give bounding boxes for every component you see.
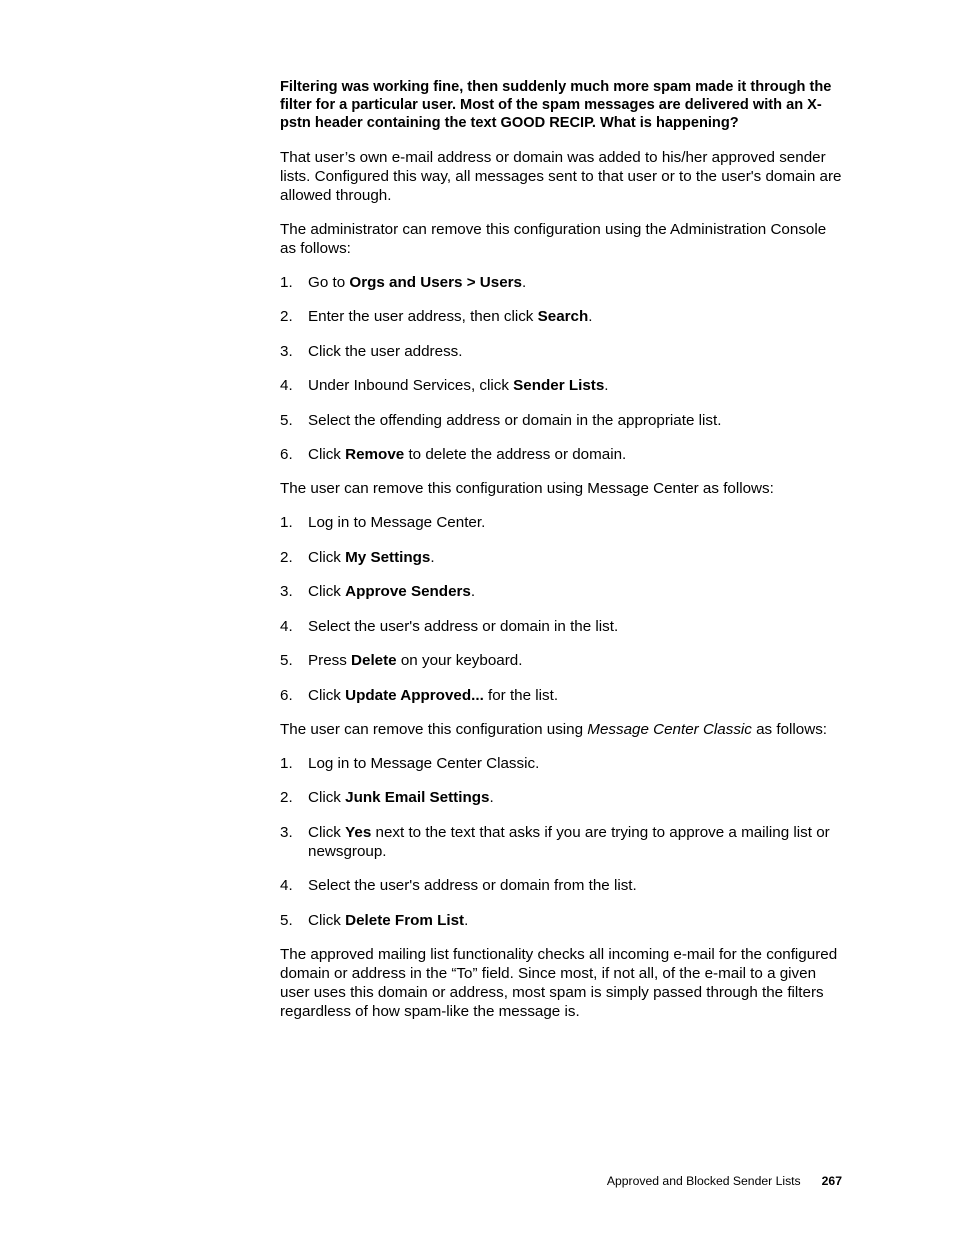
step-text: next to the text that asks if you are trying to approve a mailing list or newsgroup.	[308, 823, 830, 860]
step-text: .	[430, 548, 435, 566]
step-number: 5.	[280, 411, 293, 429]
step-item	[280, 651, 844, 670]
intro-text: The user can remove this configuration using	[280, 720, 588, 738]
step-text: Select the user's address or domain in the list.	[308, 617, 619, 635]
step-text: Click the user address.	[308, 342, 463, 360]
step-item	[280, 513, 844, 532]
page-content	[280, 78, 844, 1036]
step-item	[280, 273, 844, 292]
step-number: 1.	[280, 514, 293, 532]
page-footer	[607, 1173, 842, 1189]
admin-console-intro: The administrator can remove this configuration using the Administration Console as follows:	[280, 220, 827, 257]
step-text: Log in to Message Center Classic.	[308, 754, 540, 772]
step-text: .	[604, 377, 609, 395]
step-number: 5.	[280, 652, 293, 670]
step-text: Click	[308, 789, 346, 807]
step-number: 4.	[280, 377, 293, 395]
step-item	[280, 823, 844, 861]
message-center-classic-steps	[280, 754, 844, 930]
step-text: Select the user's address or domain from the list.	[308, 877, 637, 895]
page-number: 267	[821, 1174, 842, 1188]
step-number: 3.	[280, 342, 293, 360]
step-item	[280, 376, 844, 395]
step-text: Select the offending address or domain in the appropriate list.	[308, 411, 722, 429]
step-number: 3.	[280, 583, 293, 601]
faq-question: Filtering was working fine, then suddenly much more spam made it through the filter for a particular user. Most of the spam messages are delivered with an X-pstn header containing the text GOOD RECIP. What is happening?	[280, 79, 832, 132]
step-number: 1.	[280, 273, 293, 291]
step-number: 3.	[280, 823, 293, 841]
step-item	[280, 617, 844, 636]
ui-element-name: Search	[537, 308, 589, 326]
ui-element-name: Delete	[351, 652, 397, 670]
product-name: Message Center Classic	[587, 720, 752, 738]
message-center-classic-intro	[280, 720, 844, 739]
message-center-intro: The user can remove this configuration using Message Center as follows:	[280, 480, 774, 498]
step-text: .	[464, 911, 469, 929]
message-center-steps	[280, 513, 844, 705]
admin-console-steps	[280, 273, 844, 465]
step-item	[280, 307, 844, 326]
step-item	[280, 548, 844, 567]
ui-element-name: Approve Senders	[345, 583, 471, 601]
step-number: 6.	[280, 446, 293, 464]
faq-answer-intro: That user’s own e-mail address or domain was added to his/her approved sender lists. Configured this way, all messages sent to that user or to the user's domain are allowed through.	[280, 148, 842, 204]
ui-element-name: My Settings	[345, 548, 431, 566]
ui-element-name: Update Approved...	[345, 686, 484, 704]
step-item	[280, 582, 844, 601]
ui-element-name: Delete From List	[345, 911, 465, 929]
step-number: 2.	[280, 308, 293, 326]
step-text: .	[470, 583, 476, 601]
step-text: .	[588, 308, 593, 326]
step-number: 5.	[280, 911, 293, 929]
step-text: Go to	[308, 273, 350, 291]
step-item	[280, 876, 844, 895]
step-text: Click	[308, 583, 346, 601]
footer-section-title: Approved and Blocked Sender Lists	[606, 1174, 801, 1188]
step-item	[280, 788, 844, 807]
step-text: Click	[308, 911, 346, 929]
step-item	[280, 411, 844, 430]
step-text: .	[522, 273, 527, 291]
step-text: on your keyboard.	[396, 652, 523, 670]
ui-element-name: Sender Lists	[513, 377, 605, 395]
step-number: 1.	[280, 754, 293, 772]
step-text: to delete the address or domain.	[404, 446, 627, 464]
step-number: 2.	[280, 789, 293, 807]
step-text: Press	[308, 652, 352, 670]
step-text: Click	[308, 446, 346, 464]
step-text: Click	[308, 548, 346, 566]
step-text: Under Inbound Services, click	[308, 377, 514, 395]
step-text: Click	[308, 686, 346, 704]
step-text: for the list.	[483, 686, 559, 704]
intro-text: as follows:	[751, 720, 828, 738]
ui-element-name: Remove	[345, 446, 405, 464]
step-number: 4.	[280, 617, 293, 635]
step-item	[280, 754, 844, 773]
step-text: Log in to Message Center.	[308, 514, 486, 532]
ui-element-name: Yes	[345, 823, 372, 841]
step-text: Enter the user address, then click	[308, 308, 538, 326]
ui-element-name: Junk Email Settings	[345, 789, 490, 807]
step-number: 2.	[280, 548, 293, 566]
closing-paragraph: The approved mailing list functionality checks all incoming e-mail for the configured domain or address in the “To” field. Since most, if not all, of the e-mail to a given user uses this domain or address, most spam is simply passed through the filters regardless of how spam-like the message is.	[280, 945, 838, 1020]
step-text: .	[489, 789, 494, 807]
step-item	[280, 445, 844, 464]
step-text: Click	[308, 823, 346, 841]
step-number: 6.	[280, 686, 293, 704]
ui-element-name: Orgs and Users > Users	[349, 273, 523, 291]
step-item	[280, 911, 844, 930]
step-number: 4.	[280, 877, 293, 895]
step-item	[280, 686, 844, 705]
step-item	[280, 342, 844, 361]
